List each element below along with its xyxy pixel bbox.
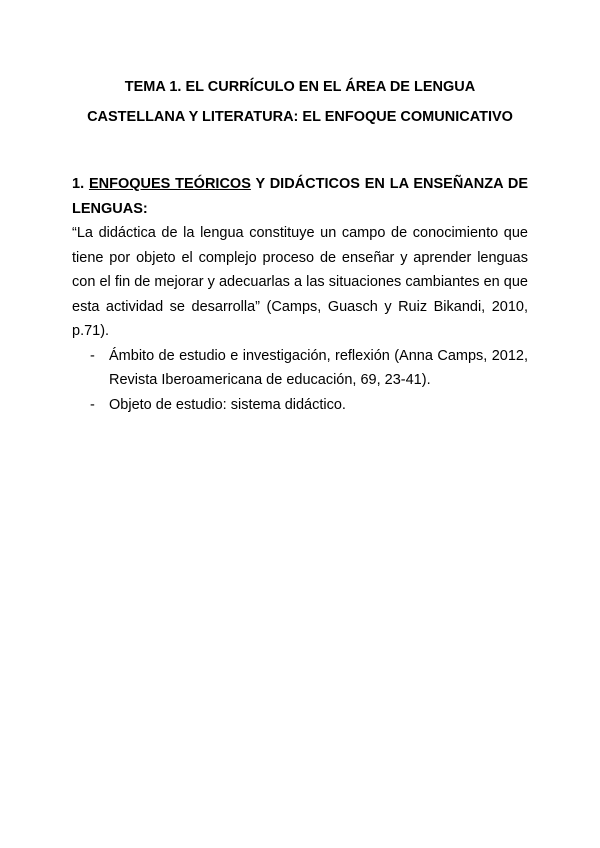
list-item xyxy=(72,393,528,418)
title-line-2: CASTELLANA Y LITERATURA: EL ENFOQUE COMUNICATIVO xyxy=(87,109,513,125)
list-item-text: Ámbito de estudio e investigación, reflexión (Anna Camps, 2012, Revista Iberoamericana de educación, 69, 23-41). xyxy=(109,347,528,388)
section-heading-underlined: ENFOQUES TEÓRICOS xyxy=(88,176,251,192)
bullet-list xyxy=(72,344,528,418)
section-heading-rest: Y DIDÁCTICOS EN LA ENSEÑANZA DE LENGUAS: xyxy=(72,176,528,217)
list-item-text: Objeto de estudio: sistema didáctico. xyxy=(109,396,346,413)
dash-bullet: - xyxy=(90,396,95,413)
section-heading xyxy=(72,172,528,221)
list-item xyxy=(72,344,528,393)
document-title xyxy=(72,72,528,132)
section-1 xyxy=(72,172,528,417)
title-line-1: TEMA 1. EL CURRÍCULO EN EL ÁREA DE LENGUA xyxy=(124,79,476,95)
section-number: 1. xyxy=(72,176,85,192)
dash-bullet: - xyxy=(90,347,95,364)
quote-paragraph: “La didáctica de la lengua constituye un campo de conocimiento que tiene por objeto el complejo proceso de enseñar y aprender lenguas con el fin de mejorar y adecuarlas a las situaciones cambiantes en que esta actividad se desarrolla” (Camps, Guasch y Ruiz Bikandi, 2010, p.71). xyxy=(72,225,528,339)
